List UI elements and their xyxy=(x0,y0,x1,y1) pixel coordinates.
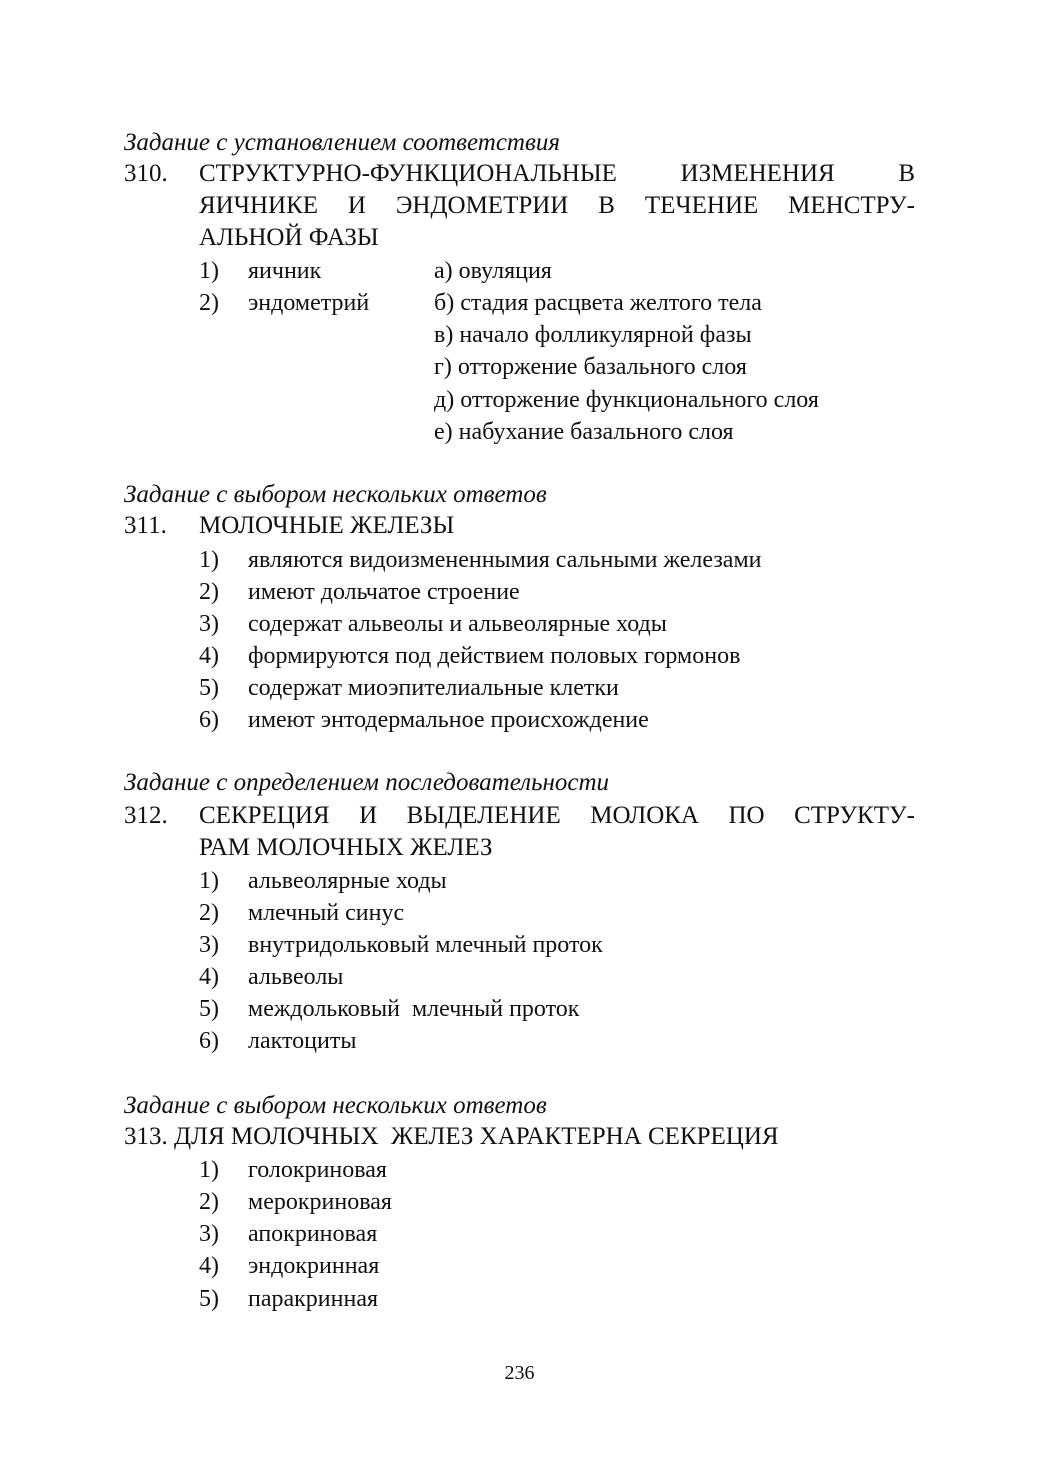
task-310-right-item: б) стадия расцвета желтого тела xyxy=(434,290,762,316)
option-text: имеют энтодермальное происхождение xyxy=(248,707,649,733)
option-number: 2) xyxy=(199,1189,219,1215)
option-text: междольковый млечный проток xyxy=(248,996,580,1022)
option-text: формируются под действием половых гормонов xyxy=(248,643,741,669)
task-311-option xyxy=(0,705,1039,735)
option-number: 1) xyxy=(199,547,219,573)
option-text: млечный синус xyxy=(248,900,405,926)
task-313-option xyxy=(0,1284,1039,1314)
option-number: 2) xyxy=(199,579,219,605)
task-312-type: Задание с определением последовательности xyxy=(124,769,609,796)
option-number: 3) xyxy=(199,611,219,637)
task-312-option xyxy=(0,898,1039,928)
option-number: 4) xyxy=(199,1253,219,1279)
option-number: 1) xyxy=(199,868,219,894)
task-310-right-item: е) набухание базального слоя xyxy=(434,419,734,445)
task-313-type: Задание с выбором нескольких ответов xyxy=(124,1092,547,1119)
page-number: 236 xyxy=(504,1362,535,1384)
option-text: внутридольковый млечный проток xyxy=(248,932,603,958)
option-number: 6) xyxy=(199,707,219,733)
option-text: паракринная xyxy=(248,1286,379,1312)
option-text: альвеолы xyxy=(248,964,344,990)
option-text: содержат альвеолы и альвеолярные ходы xyxy=(248,611,667,637)
task-310-right-item: г) отторжение базального слоя xyxy=(434,354,747,380)
option-text: голокриновая xyxy=(248,1157,387,1183)
option-number: 6) xyxy=(199,1028,219,1054)
task-313-heading: 313. ДЛЯ МОЛОЧНЫХ ЖЕЛЕЗ ХАРАКТЕРНА СЕКРЕЦИЯ xyxy=(124,1123,779,1150)
task-311-option xyxy=(0,545,1039,575)
task-311-type: Задание с выбором нескольких ответов xyxy=(124,481,547,508)
task-311-option xyxy=(0,609,1039,639)
task-313-option xyxy=(0,1155,1039,1185)
task-310-title-line-2: ЯИЧНИКЕ И ЭНДОМЕТРИИ В ТЕЧЕНИЕ МЕНСТРУ- xyxy=(199,192,915,219)
task-311-option xyxy=(0,641,1039,671)
option-number: 3) xyxy=(199,1221,219,1247)
option-number: 2) xyxy=(199,900,219,926)
option-number: 5) xyxy=(199,1286,219,1312)
task-310-title xyxy=(199,158,915,254)
task-313-option xyxy=(0,1219,1039,1249)
task-310-right-item: а) овуляция xyxy=(434,258,552,284)
task-310-type: Задание с установлением соответствия xyxy=(124,129,560,156)
option-number: 5) xyxy=(199,675,219,701)
task-312-option xyxy=(0,1026,1039,1056)
task-311-number: 311. xyxy=(124,512,167,539)
task-310-right-item: д) отторжение функционального слоя xyxy=(434,387,819,413)
task-310-left-item-text: эндометрий xyxy=(248,290,370,316)
task-312-option xyxy=(0,962,1039,992)
option-text: являются видоизмененнымия сальными железами xyxy=(248,547,762,573)
task-310-left-item-num: 1) xyxy=(199,258,219,284)
task-310-title-line-3: АЛЬНОЙ ФАЗЫ xyxy=(199,224,379,251)
task-312-option xyxy=(0,930,1039,960)
option-text: лактоциты xyxy=(248,1028,357,1054)
option-number: 4) xyxy=(199,964,219,990)
task-311-title: МОЛОЧНЫЕ ЖЕЛЕЗЫ xyxy=(199,512,455,539)
task-312-title-line-1: СЕКРЕЦИЯ И ВЫДЕЛЕНИЕ МОЛОКА ПО СТРУКТУ- xyxy=(199,802,915,829)
task-310-number: 310. xyxy=(124,160,168,187)
option-text: альвеолярные ходы xyxy=(248,868,447,894)
option-text: мерокриновая xyxy=(248,1189,392,1215)
option-text: содержат миоэпителиальные клетки xyxy=(248,675,619,701)
task-311-option xyxy=(0,577,1039,607)
task-313-option xyxy=(0,1187,1039,1217)
task-310-left-item-text: яичник xyxy=(248,258,322,284)
task-312-title xyxy=(199,800,915,864)
task-310-title-line-1: СТРУКТУРНО-ФУНКЦИОНАЛЬНЫЕ ИЗМЕНЕНИЯ В xyxy=(199,160,915,187)
task-312-option xyxy=(0,866,1039,896)
task-311-option xyxy=(0,673,1039,703)
option-number: 5) xyxy=(199,996,219,1022)
task-312-option xyxy=(0,994,1039,1024)
task-313-option xyxy=(0,1251,1039,1281)
option-number: 4) xyxy=(199,643,219,669)
option-text: имеют дольчатое строение xyxy=(248,579,520,605)
option-text: апокриновая xyxy=(248,1221,378,1247)
task-310-right-item: в) начало фолликулярной фазы xyxy=(434,322,752,348)
option-text: эндокринная xyxy=(248,1253,380,1279)
option-number: 3) xyxy=(199,932,219,958)
option-number: 1) xyxy=(199,1157,219,1183)
task-310-left-item-num: 2) xyxy=(199,290,219,316)
task-312-title-line-2: РАМ МОЛОЧНЫХ ЖЕЛЕЗ xyxy=(199,834,493,861)
task-312-number: 312. xyxy=(124,802,168,829)
